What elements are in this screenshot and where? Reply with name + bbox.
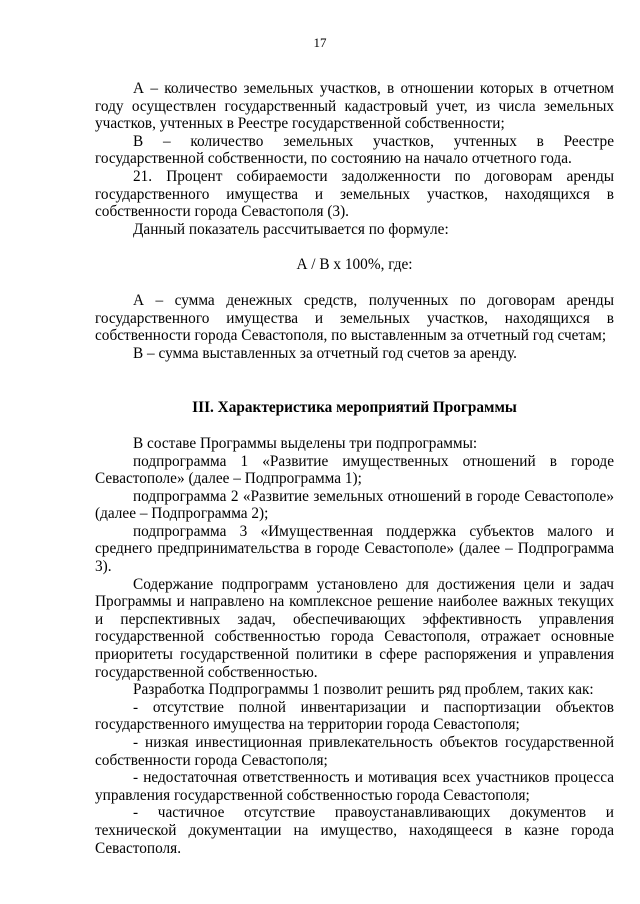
paragraph-b-rent-invoices: В – сумма выставленных за отчетный год счетов за аренду. [133,344,517,362]
paragraph-b-land-count: В – количество земельных участков, учтенных в Реестре государственной собственности, по состоянию на начало отчетного года. [95,132,614,168]
list-item-responsibility: - недостаточная ответственность и мотивация всех участников процесса управления государственной собственностью города Севастополя; [95,769,614,804]
paragraph-formula-intro: Данный показатель рассчитывается по формуле: [133,220,449,238]
paragraph-subprogram-1: подпрограмма 1 «Развитие имущественных отношений в городе Севастополе» (далее – Подпрограмма 1); [95,452,614,488]
paragraph-a-rent-sum: А – сумма денежных средств, полученных по договорам аренды государственного имущества и земельных участков, находящихся в собственности города Севастополя, по выставленным за отчетный год счетам; [95,291,614,345]
paragraph-subprogram-3: подпрограмма 3 «Имущественная поддержка субъектов малого и среднего предпринимательства в городе Севастополе» (далее – Подпрограмма 3). [95,522,614,576]
formula: А / В х 100%, где: [296,256,413,274]
list-item-documents: - частичное отсутствие правоустанавливающих документов и технической документации на имущество, находящееся в казне города Севастополя. [95,804,614,857]
document-body [95,80,614,857]
paragraph-a-land-count: А – количество земельных участков, в отношении которых в отчетном году осуществлен государственный кадастровый учет, из числа земельных участков, учтенных в Реестре государственной собственности; [95,80,614,133]
page-number: 17 [313,35,327,50]
paragraph-subprogram-2: подпрограмма 2 «Развитие земельных отношений в городе Севастополе» (далее – Подпрограмма 2); [95,487,614,523]
paragraph-subprograms-content: Содержание подпрограмм установлено для достижения цели и задач Программы и направлено на комплексное решение наиболее важных текущих и перспективных задач, обеспечивающих эффективность управления государственной собственностью города Севастополя, отражает основные приоритеты государственной политики в сфере распоряжения и управления государственной собственностью. [95,575,614,681]
section-heading: III. Характеристика мероприятий Программы [192,399,517,417]
paragraph-indicator-21: 21. Процент собираемости задолженности по договорам аренды государственного имущества и земельных участков, находящихся в собственности города Севастополя (3). [95,167,614,221]
list-item-investment: - низкая инвестиционная привлекательность объектов государственной собственности города Севастополя; [95,734,614,769]
paragraph-subprograms-intro: В составе Программы выделены три подпрограммы: [133,434,478,452]
list-item-inventory: - отсутствие полной инвентаризации и паспортизации объектов государственного имущества на территории города Севастополя; [95,698,614,734]
paragraph-subprogram-1-problems: Разработка Подпрограммы 1 позволит решить ряд проблем, таких как: [133,681,594,699]
